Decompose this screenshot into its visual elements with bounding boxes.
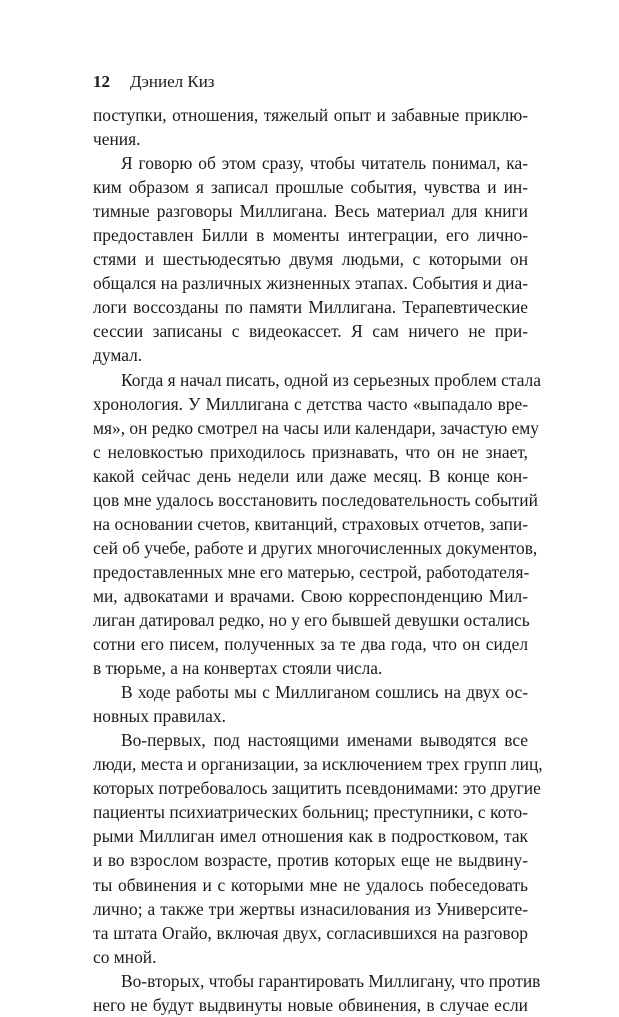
text-line: него не будут выдвинуты новые обвинения, в случае если [93,994,528,1015]
running-head [93,72,215,92]
text-line: Во-первых, под настоящими именами выводятся все [121,730,528,751]
text-line: сессии записаны с видеокассет. Я сам ничего не при- [93,321,528,342]
text-line: рыми Миллиган имел отношения как в подростковом, так [93,826,528,847]
text-line: сотни его писем, полученных за те два года, что он сидел [93,634,528,655]
text-line: лично; а также три жертвы изнасилования из Университе- [93,898,528,919]
text-line: тимные разговоры Миллигана. Весь материал для книги [93,201,528,222]
text-line: со мной. [93,946,157,967]
text-line: стями и шестьюдесятью двумя людьми, с которыми он [93,249,528,270]
text-line: новных правилах. [93,706,226,727]
text-line: какой сейчас день недели или даже месяц. В конце кон- [93,465,528,486]
text-line: думал. [93,345,143,366]
text-line: сей об учебе, работе и других многочисленных документов, [93,537,538,558]
text-line: в тюрьме, а на конвертах стояли числа. [93,658,383,679]
text-line: предоставлен Билли в моменты интеграции, его лично- [93,225,528,246]
text-line: на основании счетов, квитанций, страховых отчетов, запи- [93,513,528,534]
text-line: чения. [93,129,141,150]
page-number: 12 [93,72,110,91]
text-line: которых потребовалось защитить псевдонимами: это другие [93,778,541,799]
text-line: ми, адвокатами и врачами. Свою корреспонденцию Мил- [93,585,528,606]
text-line: и во взрослом возрасте, против которых еще не выдвину- [93,850,528,871]
text-line: ким образом я записал прошлые события, чувства и ин- [93,177,528,198]
text-line: пациенты психиатрических больниц; преступники, с кото- [93,802,528,823]
text-line: хронология. У Миллигана с детства часто «выпадало вре- [93,393,528,414]
text-line: Я говорю об этом сразу, чтобы читатель понимал, ка- [121,153,528,174]
text-line: цов мне удалось восстановить последовательность событий [93,489,538,510]
text-line: ты обвинения и с которыми мне не удалось побеседовать [93,874,528,895]
text-line: предоставленных мне его матерью, сестрой, работодателя- [93,561,530,582]
text-line: В ходе работы мы с Миллиганом сошлись на двух ос- [121,682,528,703]
text-line: логи воссозданы по памяти Миллигана. Терапевтические [93,297,528,318]
text-line: Во-вторых, чтобы гарантировать Миллигану, что против [121,970,541,991]
text-line: лиган датировал редко, но у его бывшей девушки остались [93,609,530,630]
text-line: Когда я начал писать, одной из серьезных проблем стала [121,369,541,390]
text-line: общался на различных жизненных этапах. События и диа- [93,273,528,294]
body-text [93,103,543,1017]
text-line: с неловкостью приходилось признавать, что он не знает, [93,441,528,462]
text-line: люди, места и организации, за исключением трех групп лиц, [93,754,543,775]
text-line: мя», он редко смотрел на часы или календари, зачастую ему [93,417,539,438]
text-line: поступки, отношения, тяжелый опыт и забавные приклю- [93,105,528,125]
text-line: та штата Огайо, включая двух, согласившихся на разговор [93,922,528,943]
running-head-author: Дэниел Киз [130,72,215,91]
